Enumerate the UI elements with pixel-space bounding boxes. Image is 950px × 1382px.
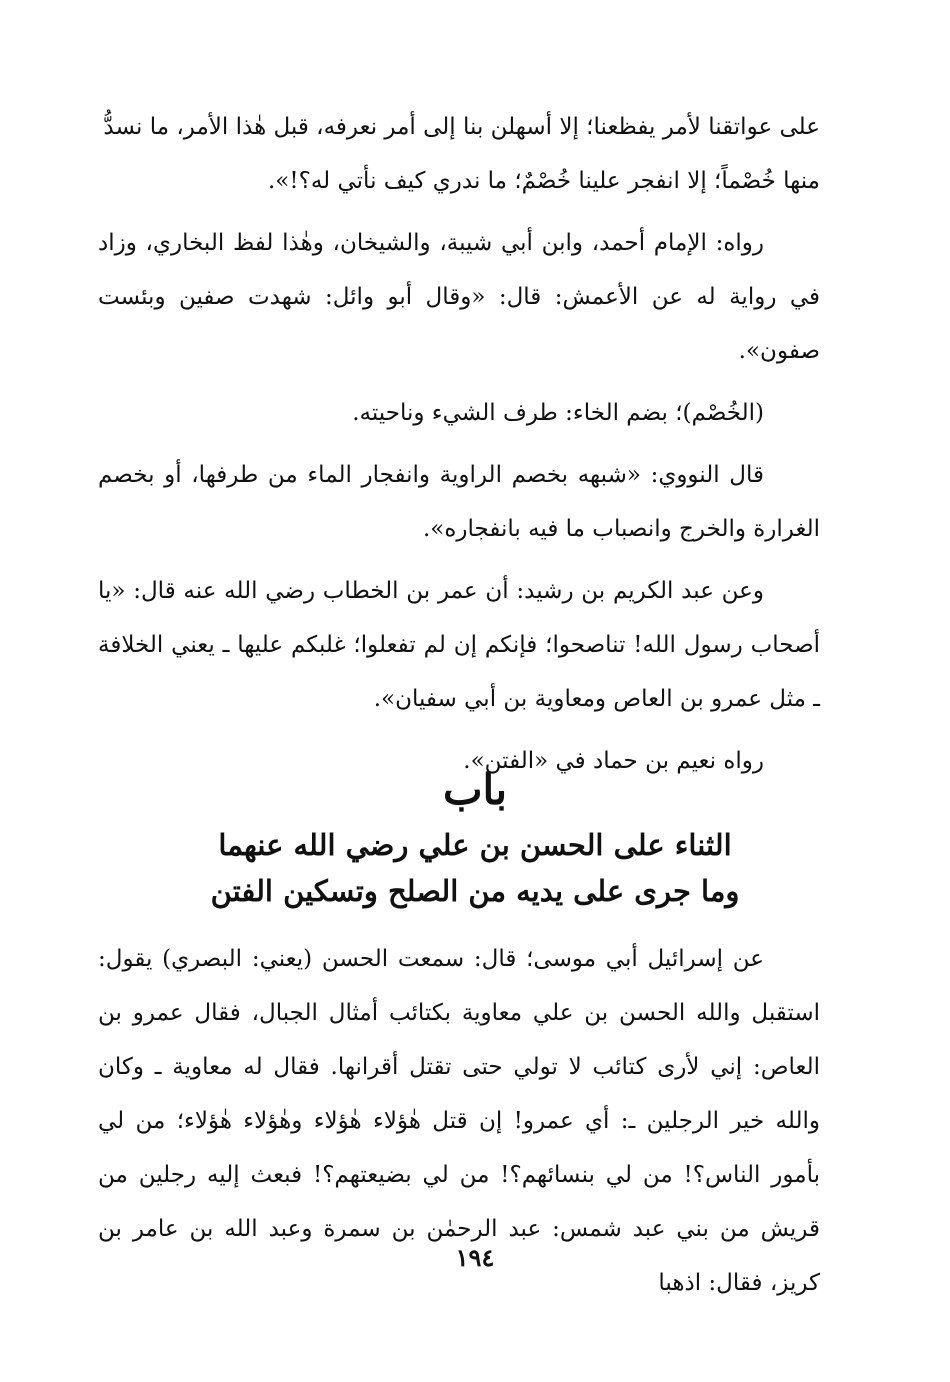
paragraph-nawawi: قال النووي: «شبهه بخصم الراوية وانفجار الماء من طرفها، أو بخصم الغرارة والخرج وانصباب ما فيه بانفجاره». xyxy=(98,462,820,542)
paragraph-continuation xyxy=(98,100,820,208)
chapter-title-line-2: وما جرى على يديه من الصلح وتسكين الفتن xyxy=(210,874,740,908)
continuation-line-1: على عواتقنا لأمر يفظعنا؛ إلا أسهلن بنا إلى أمر نعرفه، قبل هٰذا الأمر، ما نسدُّ xyxy=(103,114,820,140)
text-section-top xyxy=(98,100,820,788)
paragraph-nuaym: رواه نعيم بن حماد في «الفتن». xyxy=(463,748,764,774)
page-number: ١٩٤ xyxy=(455,1243,495,1272)
chapter-title-line-1: الثناء على الحسن بن علي رضي الله عنهما xyxy=(218,828,732,862)
continuation-line-2: منها خُصْماً؛ إلا انفجر علينا خُصْمٌ؛ ما ندري كيف نأتي له؟!». xyxy=(268,168,820,194)
paragraph-definition: (الخُصْم)؛ بضم الخاء: طرف الشيء وناحيته. xyxy=(352,400,764,426)
paragraph-narration: رواه: الإمام أحمد، وابن أبي شيبة، والشيخان، وهٰذا لفظ البخاري، وزاد في رواية له عن الأعمش: قال: «وقال أبو وائل: شهدت صفين وبئست صفون». xyxy=(98,230,820,364)
chapter-title xyxy=(0,822,950,914)
chapter-heading-word: باب xyxy=(442,765,508,814)
paragraph-umar: وعن عبد الكريم بن رشيد: أن عمر بن الخطاب رضي الله عنه قال: «يا أصحاب رسول الله! تناصحوا؛ فإنكم إن لم تفعلوا؛ غلبكم عليها ـ يعني الخلافة ـ مثل عمرو بن العاص ومعاوية بن أبي سفيان». xyxy=(98,578,820,712)
paragraph-hasan-narration: عن إسرائيل أبي موسى؛ قال: سمعت الحسن (يعني: البصري) يقول: استقبل والله الحسن بن علي معاوية بكتائب أمثال الجبال، فقال عمرو بن العاص: إني لأرى كتائب لا تولي حتى تقتل أقرانها. فقال له معاوية ـ وكان والله خير الرجلين ـ: أي عمرو! إن قتل هٰؤلاء هٰؤلاء وهٰؤلاء هٰؤلاء؛ من لي بأمور الناس؟! من لي بنسائهم؟! من لي بضيعتهم؟! فبعث إليه رجلين من قريش من بني عبد شمس: عبد الرحمٰن بن سمرة وعبد الله بن عامر بن كريز، فقال: اذهبا xyxy=(98,946,820,1296)
